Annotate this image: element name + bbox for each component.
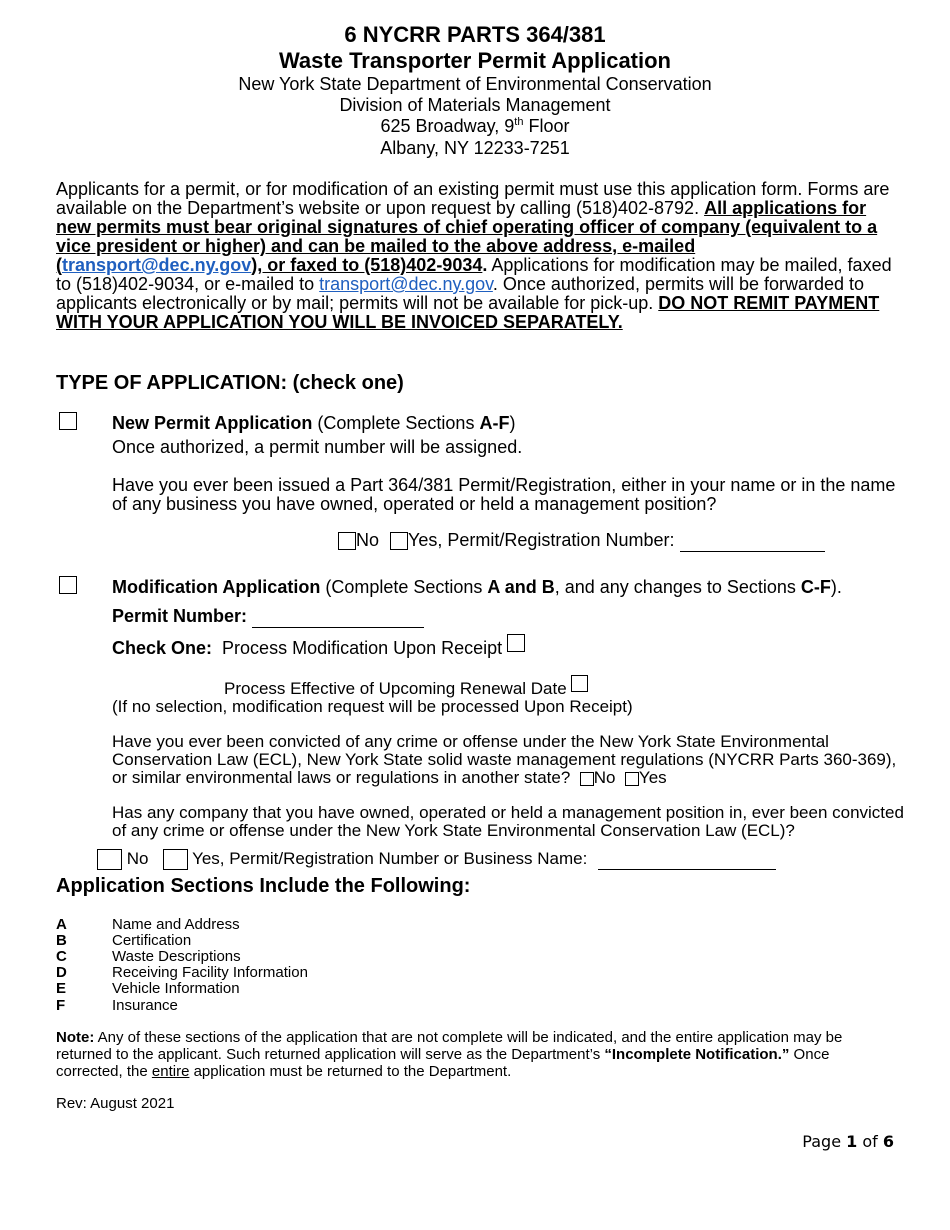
crime-no-checkbox[interactable] — [580, 772, 594, 786]
revision-date: Rev: August 2021 — [56, 1095, 175, 1112]
street-address: 625 Broadway, 9th Floor — [380, 116, 570, 136]
new-permit-note: Once authorized, a permit number will be assigned. — [112, 437, 523, 457]
crime-yes-checkbox[interactable] — [625, 772, 639, 786]
email-link-bold[interactable]: transport@dec.ny.gov — [62, 255, 252, 275]
email-link[interactable]: transport@dec.ny.gov — [319, 274, 493, 294]
company-yes-checkbox[interactable] — [163, 849, 188, 870]
renewal-date-checkbox[interactable] — [571, 675, 588, 692]
permit-number-row: Permit Number: — [112, 606, 424, 628]
upon-receipt-checkbox[interactable] — [507, 634, 525, 652]
section-name: Name and Address — [112, 916, 240, 933]
prior-permit-answer: No Yes, Permit/Registration Number: — [338, 530, 825, 552]
section-name: Waste Descriptions — [112, 948, 241, 965]
section-letter: F — [56, 997, 66, 1014]
company-question: Has any company that you have owned, operated or held a management position in, ever been convicted of any crime or offense under the New York State Environmental Conservation Law (ECL)? — [112, 803, 904, 840]
modification-label: Modification Application (Complete Sections A and B, and any changes to Sections C-F). — [112, 577, 842, 597]
crime-question: Have you ever been convicted of any crime or offense under the New York State Environmental Conservation Law (ECL), New York State solid waste management regulations (NYCRR Parts 360-369), or similar environmental laws or regulations in another state? No Yes — [112, 732, 897, 787]
section-name: Vehicle Information — [112, 980, 240, 997]
city-address: Albany, NY 12233-7251 — [380, 138, 570, 158]
modification-checkbox[interactable] — [59, 576, 77, 594]
prior-permit-no-checkbox[interactable] — [338, 532, 356, 550]
check-one-row: Check One: Process Modification Upon Receipt — [112, 634, 525, 659]
prior-permit-yes-checkbox[interactable] — [390, 532, 408, 550]
note-paragraph: Note: Any of these sections of the application that are not complete will be indicated, and the entire application may be returned to the applicant. Such returned application will serve as the Department’s “Incomplete Notification.” Once corrected, the entire application must be returned to the Department. — [56, 1029, 843, 1080]
section-name: Insurance — [112, 997, 178, 1014]
company-answer: No Yes, Permit/Registration Number or Business Name: — [97, 849, 776, 870]
company-number-field[interactable] — [598, 849, 776, 870]
section-letter: D — [56, 964, 67, 981]
division-name: Division of Materials Management — [339, 95, 611, 115]
company-no-checkbox[interactable] — [97, 849, 122, 870]
prior-permit-question: Have you ever been issued a Part 364/381 Permit/Registration, either in your name or in the name of any business you have owned, operated or held a management position? — [112, 475, 896, 514]
section-letter: B — [56, 932, 67, 949]
type-heading: TYPE OF APPLICATION: (check one) — [56, 372, 404, 394]
section-letter: A — [56, 916, 67, 933]
section-name: Certification — [112, 932, 192, 949]
new-permit-checkbox[interactable] — [59, 412, 77, 430]
intro-paragraph: Applicants for a permit, or for modification of an existing permit must use this application form. Forms are available on the Department’s website or upon request by calling (518)402-8792. All applications for new permits must bear original signatures of chief operating officer of company (equivalent to a vice president or higher) and can be mailed to the above address, e-mailed (transport@dec.ny.gov), or faxed to (518)402-9034. Applications for modification may be mailed, faxed to (518)402-9034, or e-mailed to transport@dec.ny.gov. Once authorized, permits will be forwarded to applicants electronically or by mail; permits will not be available for pick-up. DO NOT REMIT PAYMENT WITH YOUR APPLICATION YOU WILL BE INVOICED SEPARATELY. — [56, 179, 892, 332]
form-subtitle: Waste Transporter Permit Application — [278, 48, 671, 73]
section-letter: C — [56, 948, 67, 965]
permit-number-field[interactable] — [252, 606, 424, 628]
page-number: Page 1 of 6 — [802, 1132, 894, 1151]
section-name: Receiving Facility Information — [112, 964, 308, 981]
sections-heading: Application Sections Include the Following: — [56, 875, 471, 897]
new-permit-label: New Permit Application (Complete Sections A-F) — [112, 413, 516, 433]
form-title: 6 NYCRR PARTS 364/381 — [344, 22, 606, 47]
no-selection-note: (If no selection, modification request will be processed Upon Receipt) — [112, 697, 633, 716]
prior-permit-number-field[interactable] — [680, 530, 825, 552]
agency-name: New York State Department of Environmental Conservation — [238, 74, 712, 94]
section-letter: E — [56, 980, 67, 997]
renewal-option-row: Process Effective of Upcoming Renewal Date — [224, 675, 588, 699]
